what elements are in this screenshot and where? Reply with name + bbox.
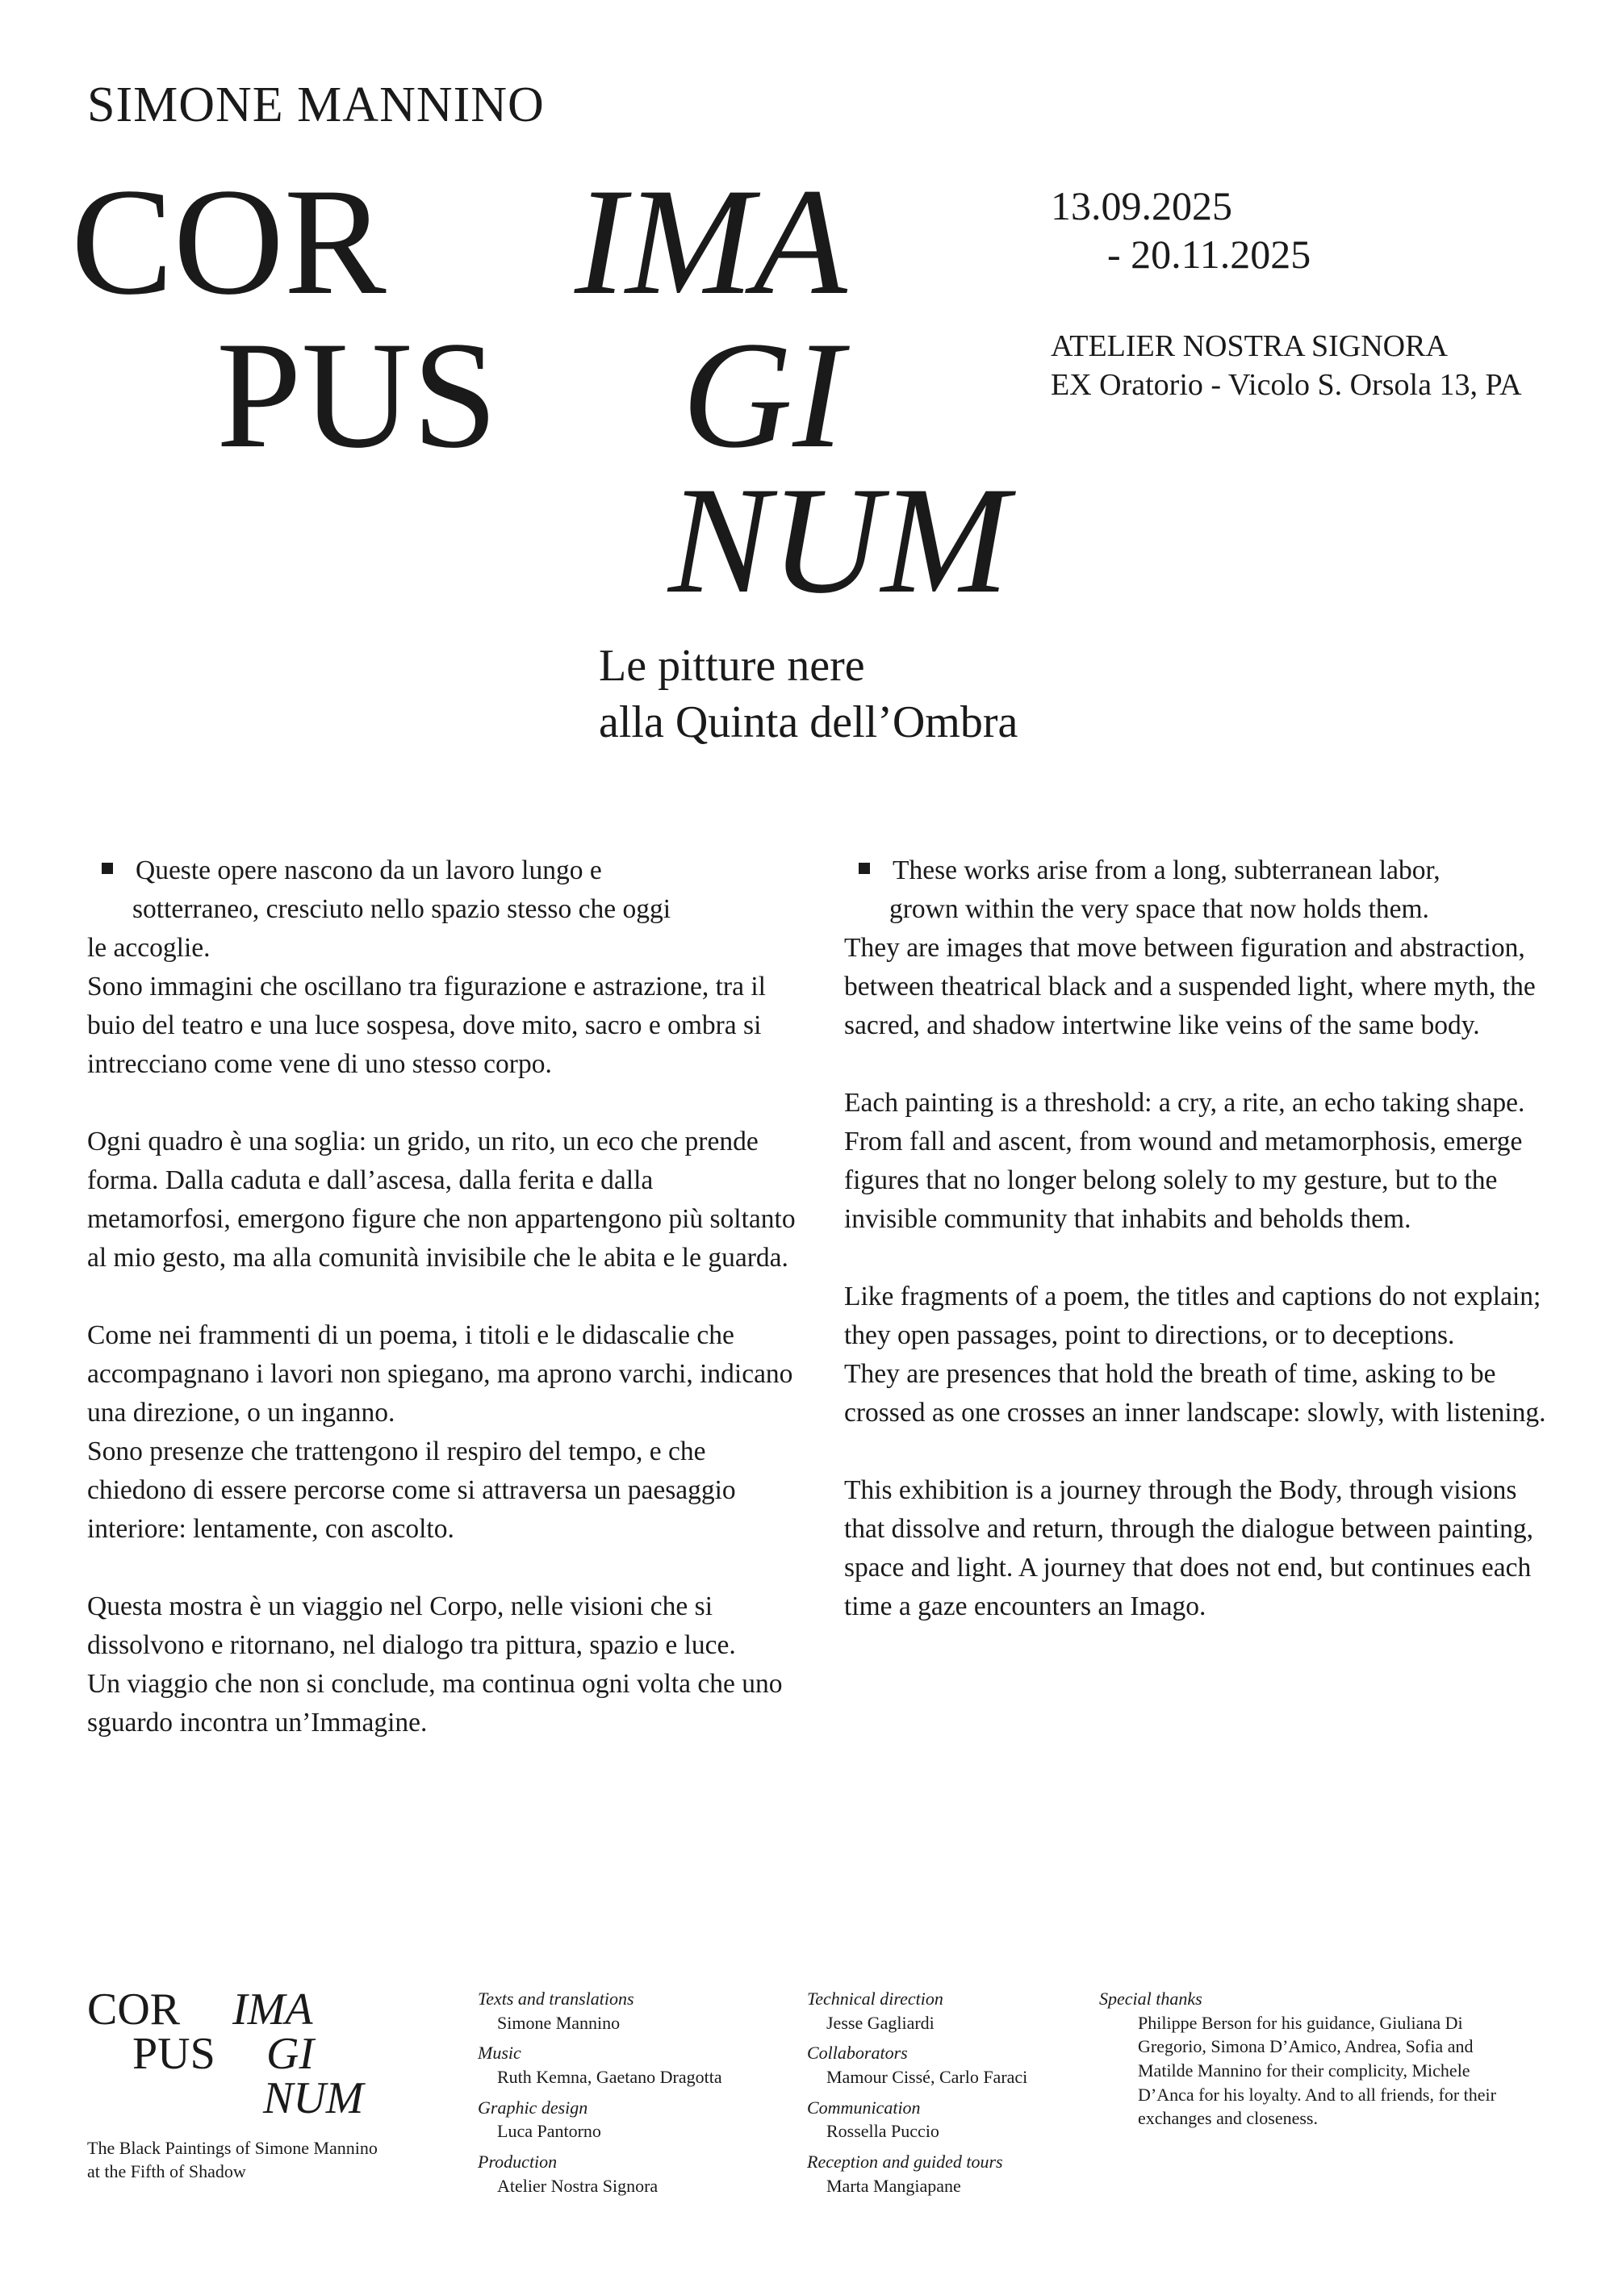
logo-gi: GI (266, 2029, 315, 2079)
logo-pus: PUS (132, 2029, 215, 2079)
credit-value: Ruth Kemna, Gaetano Dragotta (497, 2067, 722, 2088)
credits-column-2 (807, 1987, 1027, 2205)
english-paragraph-1: These works arise from a long, subterranean labor, grown within the very space that now holds them. They are images that move between figuration and abstraction, between theatrical black and a suspended light, where myth, the sacred, and shadow intertwine like veins of the same body. (844, 855, 1536, 1040)
bullet-square-icon (859, 863, 870, 874)
credit-value: Atelier Nostra Signora (497, 2175, 659, 2196)
credit-value: Marta Mangiapane (826, 2175, 961, 2196)
credit-label: Reception and guided tours (807, 2152, 1003, 2173)
credit-label: Music (478, 2043, 521, 2064)
title-pus: PUS (216, 311, 498, 480)
venue-address: EX Oratorio - Vicolo S. Orsola 13, PA (1051, 368, 1522, 402)
title-ima: IMA (575, 157, 847, 327)
english-paragraph-2: Each painting is a threshold: a cry, a rite, an echo taking shape. From fall and ascent, from wound and metamorphosis, emerge figures that no longer belong solely to my gesture, but to the invisible community that inhabits and beholds them. (844, 1088, 1525, 1234)
italian-paragraph-2: Ogni quadro è una soglia: un grido, un rito, un eco che prende forma. Dalla caduta e dall’ascesa, dalla ferita e dalla metamorfosi, emergono figure che non appartengono più soltanto al mio gesto, ma alla comunità invisibile che le abita e le guarda. (87, 1127, 796, 1273)
title-cor: COR (71, 157, 387, 327)
subtitle-line-2: alla Quinta dell’Ombra (599, 697, 1018, 747)
english-paragraph-4: This exhibition is a journey through the Body, through visions that dissolve and return, through the dialogue between painting, space and light. A journey that does not end, but continues each time a gaze encounters an Imago. (844, 1475, 1534, 1621)
bullet-square-icon (102, 863, 113, 874)
title-num: NUM (668, 456, 1010, 625)
italian-paragraph-3: Come nei frammenti di un poema, i titoli e le didascalie che accompagnano i lavori non spiegano, ma aprono varchi, indicano una direzione, o un inganno. Sono presenze che trattengono il respiro del tempo, e che chiedono di essere percorse come si attraversa un paesaggio interiore: lentamente, con ascolto. (87, 1320, 793, 1544)
credit-label: Collaborators (807, 2043, 908, 2064)
credit-label: Graphic design (478, 2097, 588, 2118)
english-paragraph-3: Like fragments of a poem, the titles and captions do not explain; they open passages, point to directions, or to deceptions. They are presences that hold the breath of time, asking to be crossed as one crosses an inner landscape: slowly, with listening. (844, 1282, 1546, 1428)
subtitle (599, 638, 1018, 751)
credit-label: Communication (807, 2097, 921, 2118)
italian-text (87, 851, 797, 1742)
credit-label: Production (478, 2152, 558, 2173)
credit-value: Simone Mannino (497, 2012, 621, 2033)
english-text (844, 851, 1554, 1626)
credit-value: Jesse Gagliardi (826, 2012, 935, 2033)
logo-cor: COR (87, 1984, 181, 2035)
end-date: - 20.11.2025 (1107, 232, 1311, 277)
credits-column-1 (478, 1987, 722, 2205)
start-date: 13.09.2025 (1051, 183, 1232, 228)
logo-caption: The Black Paintings of Simone Mannino at the Fifth of Shadow (87, 2138, 378, 2181)
venue-name: ATELIER NOSTRA SIGNORA (1051, 329, 1448, 363)
credit-label: Texts and translations (478, 1989, 634, 2009)
credit-value: Mamour Cissé, Carlo Faraci (826, 2067, 1028, 2088)
logo-num: NUM (263, 2073, 364, 2123)
credit-label: Technical direction (807, 1989, 943, 2009)
credit-value: Rossella Puccio (826, 2121, 939, 2142)
logo-ima: IMA (232, 1984, 313, 2035)
italian-paragraph-4: Questa mostra è un viaggio nel Corpo, nelle visioni che si dissolvono e ritornano, nel dialogo tra pittura, spazio e luce. Un viaggio che non si conclude, ma continua ogni volta che uno sguardo incontra un’Immagine. (87, 1591, 783, 1738)
subtitle-line-1: Le pitture nere (599, 641, 865, 691)
special-thanks-label: Special thanks (1099, 1989, 1202, 2009)
credit-value: Luca Pantorno (497, 2121, 601, 2142)
italian-paragraph-1: Queste opere nascono da un lavoro lungo e sotterraneo, cresciuto nello spazio stesso che oggi le accoglie. Sono immagini che oscillano tra figurazione e astrazione, tra il buio del teatro e una luce sospesa, dove mito, sacro e ombra si intrecciano come vene di uno stesso corpo. (87, 855, 766, 1079)
title-gi: GI (682, 311, 844, 480)
special-thanks-text: Philippe Berson for his guidance, Giuliana Di Gregorio, Simona D’Amico, Andrea, Sofia and Matilde Mannino for their complicity, Michele D’Anca for his loyalty. And to all friends, for their exchanges and closeness. (1138, 2012, 1496, 2129)
special-thanks (1099, 1987, 1517, 2131)
artist-name: SIMONE MANNINO (87, 77, 545, 132)
